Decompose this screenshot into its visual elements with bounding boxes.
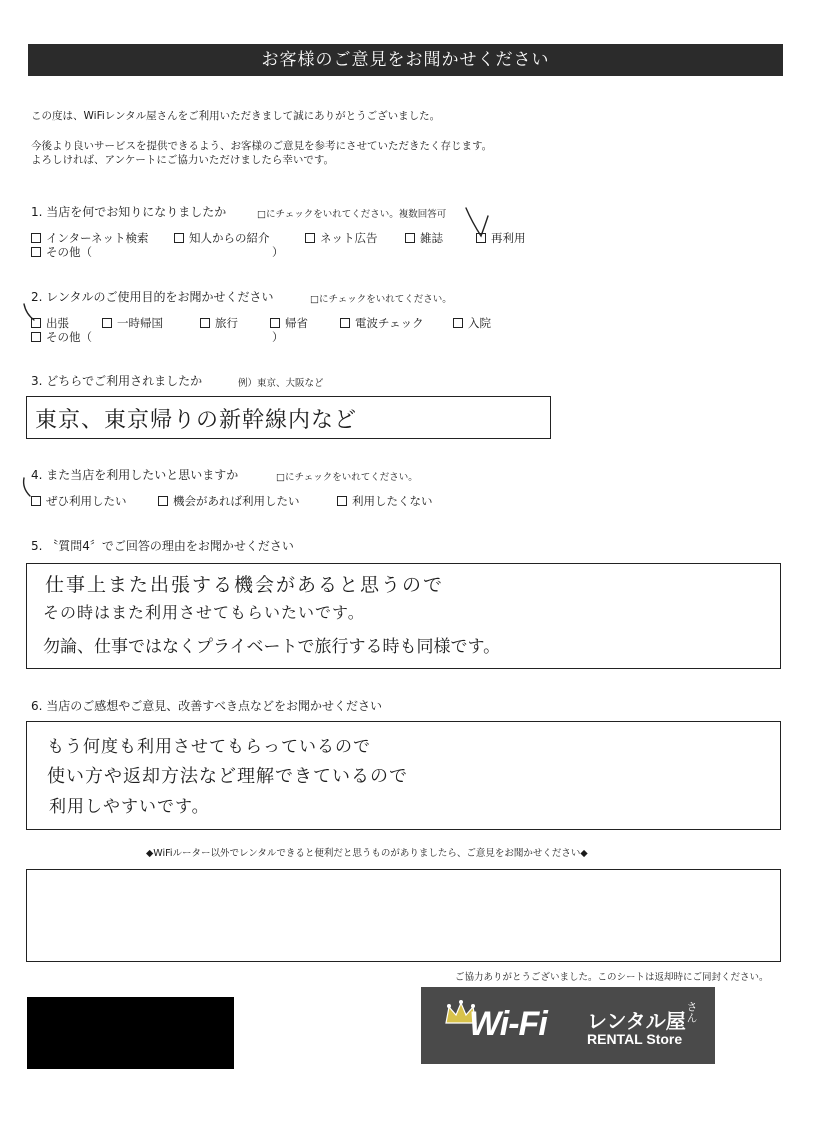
brand-logo [421,987,715,1064]
question-6-title: 6. 当店のご感想やご意見、改善すべき点などをお聞かせください [31,699,383,713]
checkbox[interactable] [31,233,41,243]
answer-5-line-1: 仕事上また出張する機会があると思うので [45,574,445,596]
logo-jp-text: レンタル屋 [587,1009,686,1033]
checkbox[interactable] [31,247,41,257]
footer-thanks: ご協力ありがとうございました。このシートは返却時にご同封ください。 [455,972,769,983]
answer-6-line-3: 利用しやすいです。 [49,797,210,817]
question-5-title: 5. 〝質問4〞でご回答の理由をお聞かせください [31,539,294,553]
question-1-title: 1. 当店を何でお知りになりましたか [31,205,227,219]
page-title: お客様のご意見をお聞かせください [28,44,783,76]
question-4-title: 4. また当店を利用したいと思いますか [31,468,239,482]
question-1-note: □にチェックをいれてください。複数回答可 [257,209,447,220]
answer-3-box[interactable] [26,396,551,439]
logo-san-text: さん [685,1001,698,1023]
checkbox[interactable] [340,318,350,328]
q4-option-if-chance[interactable]: 機会があれば利用したい [158,493,300,509]
intro-line-2: 今後より良いサービスを提供できるよう、お客様のご意見を参考にさせていただきたく存じます。 [31,140,493,152]
checkbox[interactable] [337,496,347,506]
q4-option-definitely[interactable]: ぜひ利用したい [31,493,127,509]
q2-option-hospital[interactable]: 入院 [453,315,491,331]
answer-6-line-1: もう何度も利用させてもらっているので [47,737,371,757]
checkbox[interactable] [174,233,184,243]
checkbox[interactable] [31,332,41,342]
intro-line-3: よろしければ、アンケートにご協力いただけましたら幸いです。 [31,154,335,166]
redacted-block [27,997,234,1069]
checkbox[interactable] [102,318,112,328]
answer-6-line-2: 使い方や返却方法など理解できているので [47,766,408,787]
answer-5-line-3: 勿論、仕事ではなくプライベートで旅行する時も同様です。 [43,637,501,657]
answer-7-box[interactable] [26,869,781,962]
q1-option-repeat[interactable]: 再利用 [476,230,526,246]
checkbox[interactable] [200,318,210,328]
q1-option-other[interactable]: その他（ [31,244,92,260]
question-7-title: ◆WiFiルーター以外でレンタルできると便利だと思うものがありましたら、ご意見をお聞かせください◆ [146,848,588,859]
answer-6-box[interactable] [26,721,781,830]
answer-3-text: 東京、東京帰りの新幹線内など [35,408,358,433]
logo-en-text: RENTAL Store [587,1031,683,1047]
q2-option-homecoming[interactable]: 帰省 [270,315,308,331]
q4-option-not[interactable]: 利用したくない [337,493,433,509]
answer-5-box[interactable] [26,563,781,669]
checkbox[interactable] [158,496,168,506]
q2-option-signal-check[interactable]: 電波チェック [340,315,424,331]
q1-option-magazine[interactable]: 雑誌 [405,230,443,246]
logo-wifi-text: Wi-Fi [469,1005,547,1043]
check-mark-icon [18,474,40,502]
q2-option-travel[interactable]: 旅行 [200,315,238,331]
q1-option-net-ad[interactable]: ネット広告 [305,230,378,246]
check-mark-icon [462,206,492,242]
q2-option-business-trip[interactable]: 出張 [31,315,69,331]
q2-option-other[interactable]: その他（ [31,329,92,345]
checkbox[interactable] [453,318,463,328]
q1-option-internet[interactable]: インターネット検索 [31,230,148,246]
question-2-note: □にチェックをいれてください。 [310,294,452,305]
checkbox[interactable] [305,233,315,243]
q1-other-close: ） [272,245,284,259]
checkbox[interactable] [405,233,415,243]
q2-other-close: ） [272,330,284,344]
intro-line-1: この度は、WiFiレンタル屋さんをご利用いただきまして誠にありがとうございました。 [31,110,441,122]
question-4-note: □にチェックをいれてください。 [276,472,418,483]
answer-5-line-2: その時はまた利用させてもらいたいです。 [43,603,365,622]
check-mark-icon [20,300,42,326]
question-3-note: 例）東京、大阪など [238,378,324,389]
checkbox[interactable] [270,318,280,328]
q1-option-referral[interactable]: 知人からの紹介 [174,230,270,246]
question-3-title: 3. どちらでご利用されましたか [31,374,203,388]
q2-option-temporary-return[interactable]: 一時帰国 [102,315,163,331]
question-2-title: 2. レンタルのご使用目的をお聞かせください [31,290,274,304]
